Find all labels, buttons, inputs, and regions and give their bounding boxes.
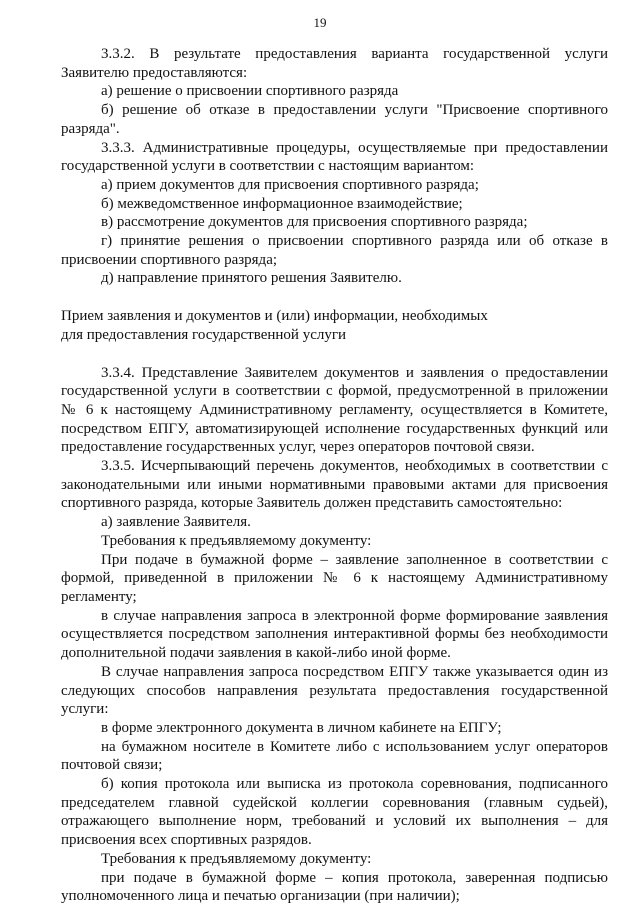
document-body: [61, 45, 608, 906]
paragraph: в форме электронного документа в личном кабинете на ЕПГУ;: [101, 719, 502, 736]
paragraph-3-3-5: 3.3.5. Исчерпывающий перечень документов, необходимых в соответствии с законодательными или иными нормативными правовыми актами для присвоения спортивного разряда, которые Заявитель должен представить самостоятельно:: [61, 458, 608, 512]
list-item: д) направление принятого решения Заявителю.: [101, 270, 402, 287]
list-item: а) заявление Заявителя.: [101, 514, 251, 531]
paragraph: Требования к предъявляемому документу:: [101, 532, 372, 549]
list-item: б) копия протокола или выписка из протокола соревнования, подписанного председателем главной судейской коллегии соревнования (главным судьей), отражающего выполнение норм, требований и условий их выполнения – для присвоения всех спортивных разрядов.: [61, 776, 608, 849]
list-item: а) решение о присвоении спортивного разряда: [101, 83, 399, 100]
spacer: [61, 288, 608, 307]
list-item: б) решение об отказе в предоставлении услуги "Присвоение спортивного разряда".: [61, 102, 608, 137]
section-heading-line-1: Прием заявления и документов и (или) информации, необходимых: [61, 308, 488, 325]
paragraph: на бумажном носителе в Комитете либо с использованием услуг операторов почтовой связи;: [61, 738, 608, 774]
paragraph-3-3-2: 3.3.2. В результате предоставления варианта государственной услуги Заявителю предоставляются:: [61, 46, 608, 81]
section-heading-line-2: для предоставления государственной услуги: [61, 326, 347, 343]
paragraph: При подаче в бумажной форме – заявление заполненное в соответствии с формой, приведенной в приложении № 6 к настоящему Административному регламенту;: [61, 551, 608, 605]
list-item: б) межведомственное информационное взаимодействие;: [101, 195, 463, 212]
paragraph: Требования к предъявляемому документу:: [101, 850, 372, 867]
paragraph-3-3-3: 3.3.3. Административные процедуры, осуществляемые при предоставлении государственной услуги в соответствии с настоящим вариантом:: [61, 139, 608, 175]
paragraph: при подаче в бумажной форме – копия протокола, заверенная подписью уполномоченного лица и печатью организации (при наличии);: [61, 869, 608, 905]
paragraph: в случае направления запроса в электронной форме формирование заявления осуществляется посредством заполнения интерактивной формы без необходимости дополнительной подачи заявления в какой-либо иной форме.: [61, 607, 608, 662]
paragraph-3-3-4: 3.3.4. Представление Заявителем документов и заявления о предоставлении государственной услуги в соответствии с формой, предусмотренной в приложении № 6 к настоящему Административному регламенту, осуществляется в Комитете, посредством ЕПГУ, автоматизирующей исполнение государственных функций или предоставление государственных услуг, через операторов почтовой связи.: [61, 364, 608, 456]
list-item: г) принятие решения о присвоении спортивного разряда или об отказе в присвоении спортивного разряда;: [61, 233, 608, 268]
list-item: а) прием документов для присвоения спортивного разряда;: [101, 176, 479, 193]
list-item: в) рассмотрение документов для присвоения спортивного разряда;: [101, 214, 528, 231]
spacer: [61, 345, 608, 364]
paragraph: В случае направления запроса посредством ЕПГУ также указывается один из следующих способов направления результата предоставления государственной услуги:: [61, 663, 608, 718]
page-number: 19: [313, 15, 327, 30]
